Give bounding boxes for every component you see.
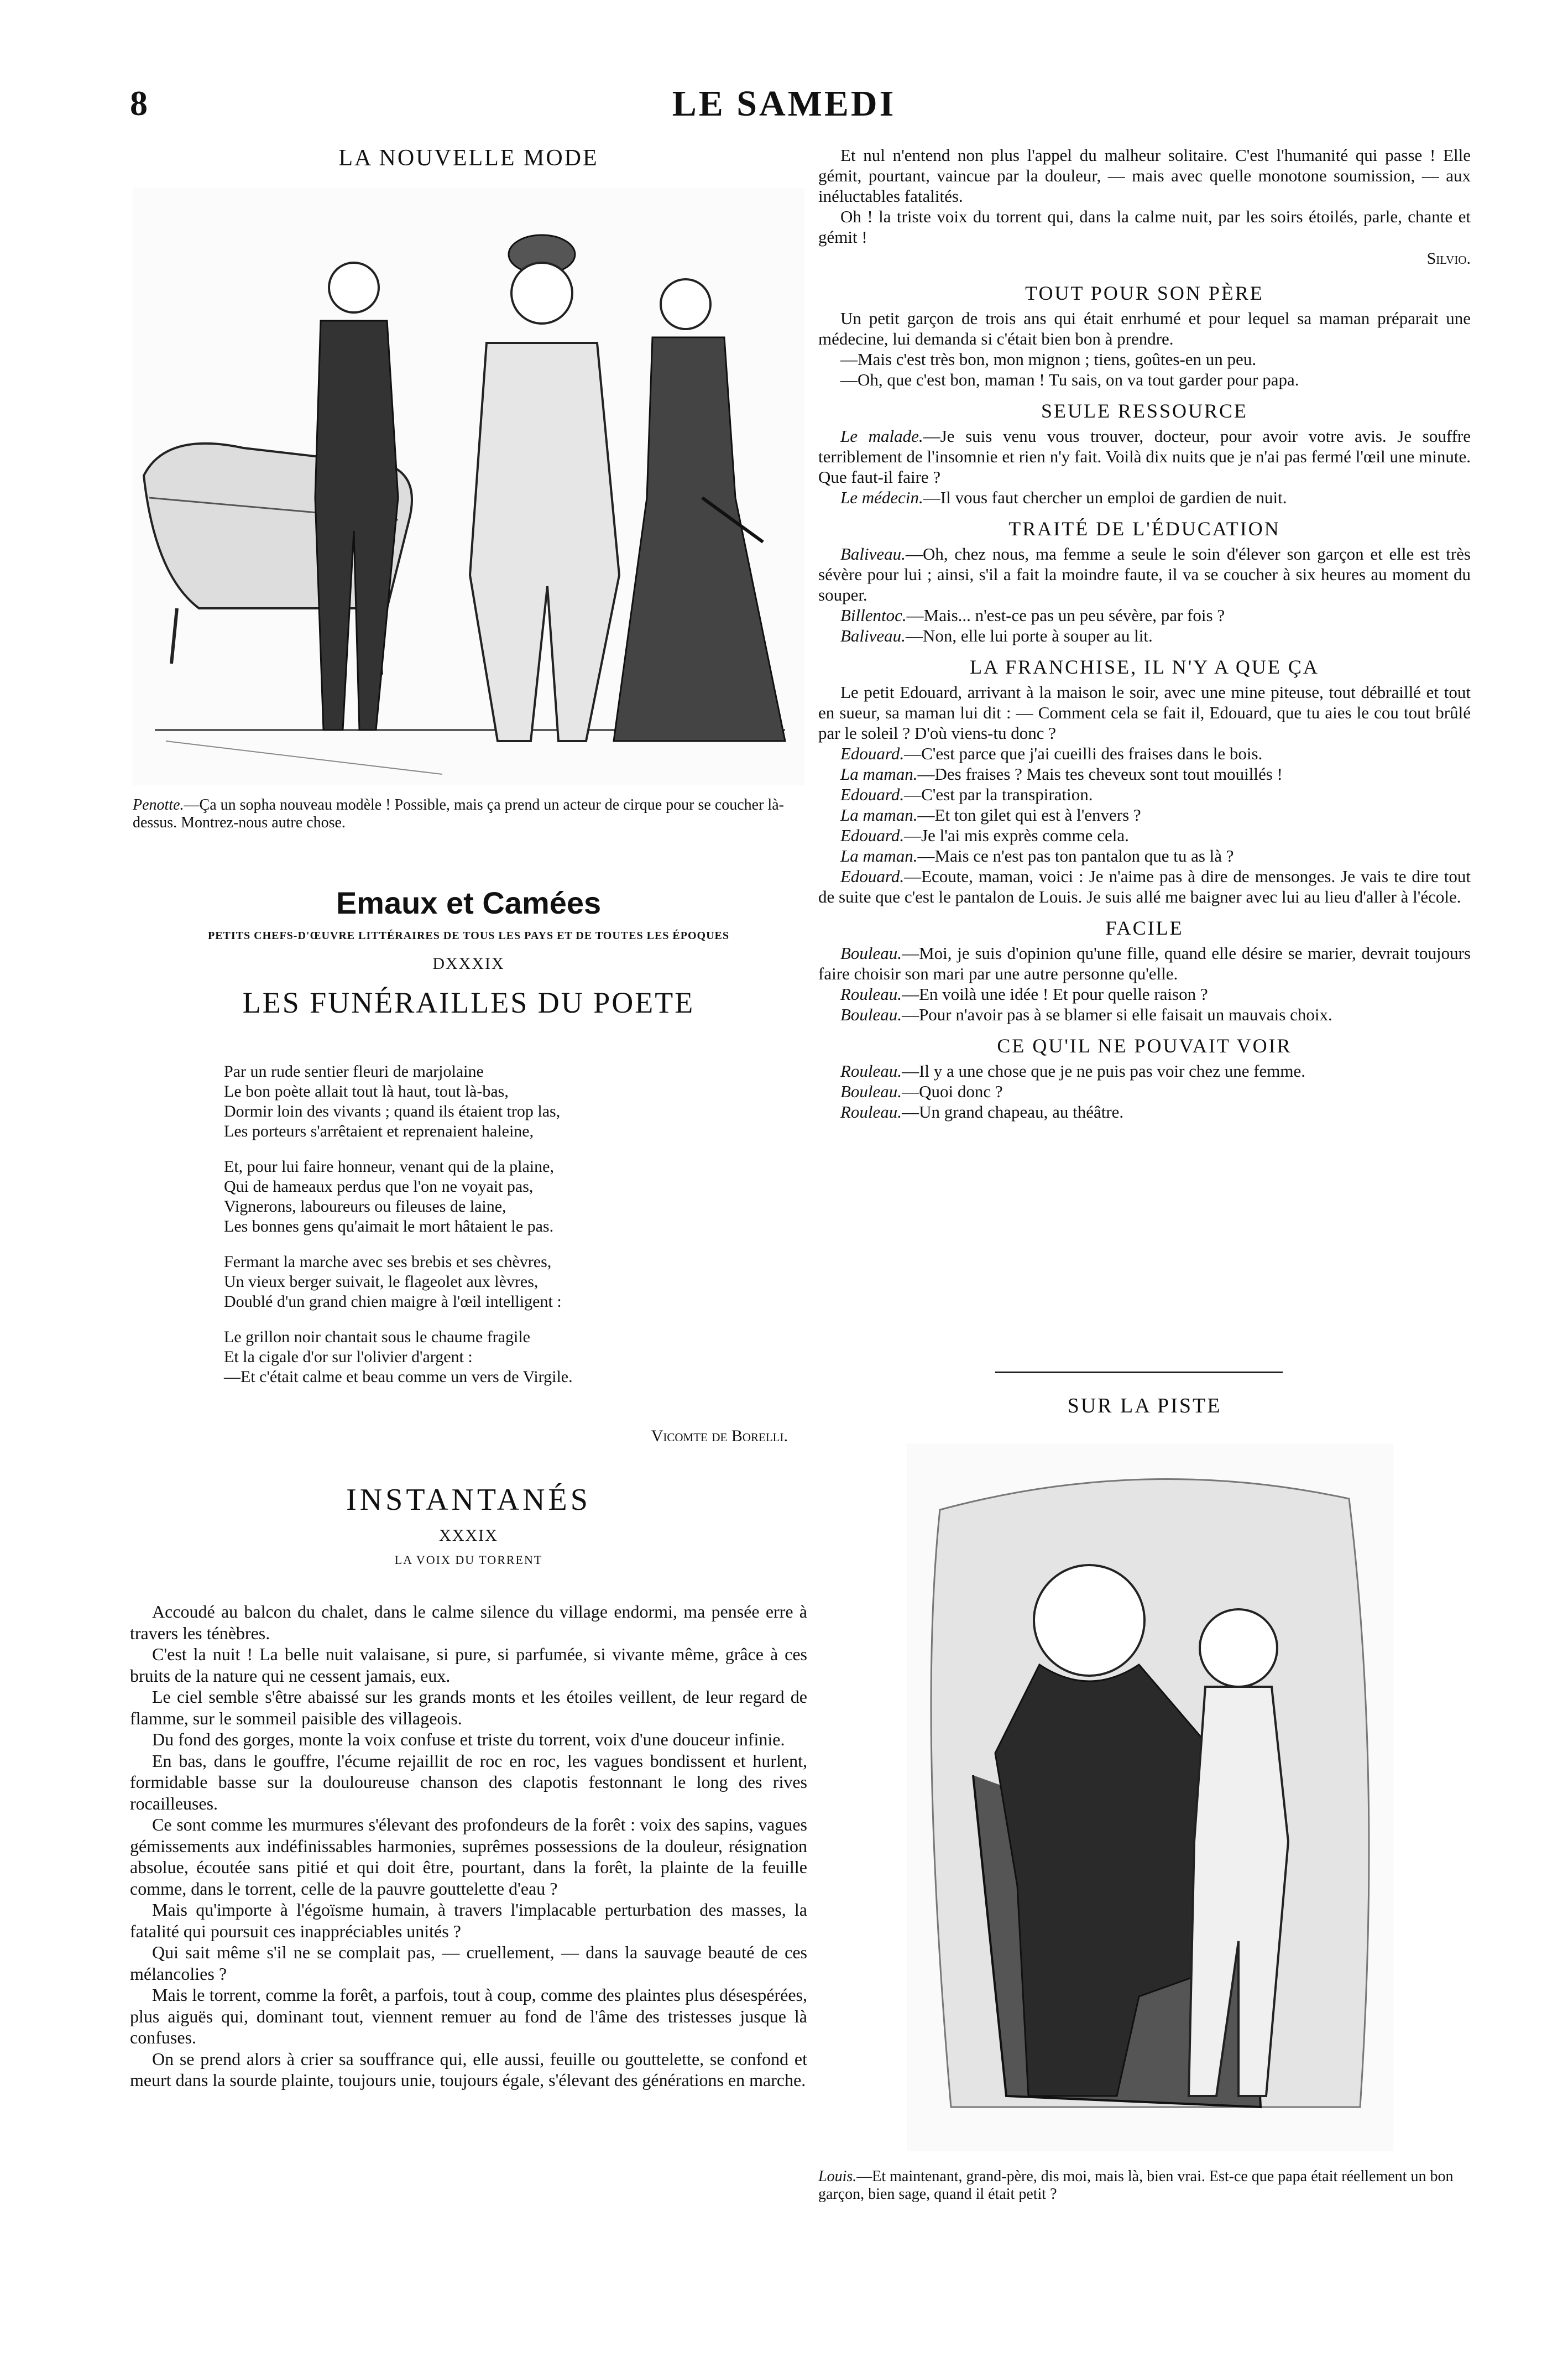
paragraph: En bas, dans le gouffre, l'écume rejaillit de roc en roc, les vagues bondissent et hurlent, formidable basse sur la douloureuse chanson des clapotis festonnant le long des rives rocailleuses.: [130, 1750, 807, 1813]
speaker: Rouleau.: [840, 984, 902, 1004]
dialogue-line: [818, 866, 1471, 907]
speaker: Billentoc.: [840, 606, 907, 625]
paragraph: C'est la nuit ! La belle nuit valaisane, si pure, si parfumée, si vivante même, grâce à ces bruits de la nature qui ne cessent jamais, eux.: [130, 1644, 807, 1686]
dialogue-line: [818, 805, 1471, 825]
speaker: Le malade.: [840, 426, 923, 446]
paragraph: Du fond des gorges, monte la voix confuse et triste du torrent, voix d'une douceur infinie.: [152, 1729, 785, 1749]
poem-line: Par un rude sentier fleuri de marjolaine: [224, 1062, 484, 1081]
dialogue-line: [818, 825, 1471, 846]
nouvelle-mode-illustration: [133, 188, 804, 785]
poem-signature: Vicomte de Borelli.: [651, 1427, 788, 1445]
instantanes-header: [130, 1482, 807, 1567]
paragraph: Mais qu'importe à l'égoïsme humain, à travers l'implacable perturbation des masses, la fatalité qui poursuit ces inappréciables unités ?: [130, 1900, 807, 1941]
dialogue-line: [818, 743, 1471, 764]
stanza: [224, 1062, 807, 1141]
instantanes-body: [130, 1601, 807, 2091]
dialogue-line: [818, 1102, 1471, 1122]
emaux-number: DXXXIX: [432, 955, 505, 973]
paragraph: Oh ! la triste voix du torrent qui, dans la calme nuit, par les soirs étoilés, parle, chante et gémit !: [818, 207, 1471, 247]
poem-line: Les porteurs s'arrêtaient et reprenaient haleine,: [224, 1122, 534, 1140]
seule-ressource-title: SEULE RESSOURCE: [1041, 400, 1248, 422]
dialogue-line: [818, 1081, 1471, 1102]
traite-education-title: TRAITÉ DE L'ÉDUCATION: [1008, 518, 1280, 540]
speech: —Moi, je suis d'opinion qu'une fille, quand elle désire se marier, devrait toujours faire choisir son mari par une autre personne qu'elle.: [818, 943, 1471, 983]
instantanes-signature: Silvio.: [1426, 249, 1471, 268]
speaker: La maman.: [840, 846, 918, 865]
poem-title: LES FUNÉRAILLES DU POETE: [242, 986, 695, 1019]
paragraph: Le ciel semble s'être abaissé sur les grands monts et les étoiles veillent, de leur regard de flamme, sur le sommeil paisible des villageois.: [130, 1687, 807, 1728]
dialogue-line: [818, 784, 1471, 805]
dialogue-line: [818, 544, 1471, 605]
emaux-subtitle: PETITS CHEFS-D'ŒUVRE LITTÉRAIRES DE TOUS LES PAYS ET DE TOUTES LES ÉPOQUES: [207, 930, 729, 942]
speech: —Mais... n'est-ce pas un peu sévère, par fois ?: [906, 606, 1225, 625]
speech: —Pour n'avoir pas à se blamer si elle faisait un mauvais choix.: [902, 1005, 1332, 1024]
speaker: La maman.: [840, 805, 918, 825]
speaker: Bouleau.: [840, 943, 902, 963]
sur-la-piste-illustration: [907, 1443, 1393, 2151]
speech: —Il vous faut chercher un emploi de gardien de nuit.: [923, 488, 1287, 507]
speech: —Et ton gilet qui est à l'envers ?: [917, 805, 1141, 825]
caption-text: —Ça un sopha nouveau modèle ! Possible, mais ça prend un acteur de cirque pour se coucher là-dessus. Montrez-nous autre chose.: [133, 796, 784, 831]
speaker: Rouleau.: [840, 1102, 902, 1122]
stanza: [224, 1157, 807, 1237]
speech: —Des fraises ? Mais tes cheveux sont tout mouillés !: [917, 764, 1283, 784]
speech: —Mais ce n'est pas ton pantalon que tu as là ?: [917, 846, 1234, 865]
paragraph: Un petit garçon de trois ans qui était enrhumé et pour lequel sa maman préparait une médecine, lui demanda si c'était bien bon à prendre.: [818, 309, 1471, 348]
speaker: Edouard.: [840, 826, 905, 845]
speech: —En voilà une idée ! Et pour quelle raison ?: [902, 984, 1208, 1004]
speaker: Bouleau.: [840, 1082, 902, 1101]
speaker: La maman.: [840, 764, 918, 784]
nouvelle-mode-section: [130, 145, 807, 171]
speaker: Le médecin.: [840, 488, 923, 507]
poem-line: Doublé d'un grand chien maigre à l'œil intelligent :: [224, 1292, 562, 1311]
page-number: 8: [130, 84, 148, 123]
speech: —Oh, chez nous, ma femme a seule le soin d'élever son garçon et elle est très sévère pour lui ; ainsi, s'il a fait la moindre faute, il va se coucher à six heures au moment du souper.: [818, 544, 1471, 604]
emaux-section: [130, 885, 807, 1020]
poem-line: Et la cigale d'or sur l'olivier d'argent :: [224, 1348, 473, 1366]
speaker: Edouard.: [840, 744, 905, 763]
speaker: Edouard.: [840, 785, 905, 804]
speaker: Edouard.: [840, 867, 905, 886]
section-divider: [995, 1372, 1283, 1373]
dialogue-line: [818, 1061, 1471, 1081]
poem-line: Un vieux berger suivait, le flageolet aux lèvres,: [224, 1273, 539, 1291]
speech: —Je l'ai mis exprès comme cela.: [904, 826, 1129, 845]
speech: —Ecoute, maman, voici : Je n'aime pas à dire de mensonges. Je vais te dire tout de suite que c'est le pantalon de Louis. Je suis allé me baigner avec lui au lieu d'aller à l'école.: [818, 867, 1471, 906]
speaker: Baliveau.: [840, 626, 906, 645]
paragraph: Accoudé au balcon du chalet, dans le calme silence du village endormi, ma pensée erre à travers les ténèbres.: [130, 1602, 807, 1643]
caption-text: —Et maintenant, grand-père, dis moi, mais là, bien vrai. Est-ce que papa était réellement un bon garçon, bien sage, quand il était petit ?: [818, 2168, 1454, 2203]
newspaper-title: LE SAMEDI: [672, 84, 896, 124]
instantanes-number: XXXIX: [439, 1526, 498, 1545]
dialogue-line: [818, 487, 1471, 508]
poem-line: Et, pour lui faire honneur, venant qui de la plaine,: [224, 1157, 554, 1176]
speech: —C'est parce que j'ai cueilli des fraises dans le bois.: [904, 744, 1263, 763]
instantanes-subtitle: LA VOIX DU TORRENT: [394, 1553, 543, 1567]
speech: —C'est par la transpiration.: [904, 785, 1093, 804]
paragraph: Qui sait même s'il ne se complait pas, — cruellement, — dans la sauvage beauté de ces mélancolies ?: [130, 1942, 807, 1984]
poem-line: Le grillon noir chantait sous le chaume fragile: [224, 1328, 530, 1346]
paragraph: Le petit Edouard, arrivant à la maison le soir, avec une mine piteuse, tout débraillé et tout en sueur, sa maman lui dit : — Comment cela se fait il, Edouard, que tu aies le cou tout brûlé par le soleil ? D'où viens-tu donc ?: [818, 682, 1471, 743]
stanza: [224, 1252, 807, 1312]
stanza: [224, 1327, 807, 1387]
dialogue-line: [818, 1004, 1471, 1025]
facile-title: FACILE: [1105, 917, 1184, 939]
dialogue-line: [818, 943, 1471, 984]
poem-line: Dormir loin des vivants ; quand ils étaient trop las,: [224, 1102, 561, 1120]
paragraph: —Mais c'est très bon, mon mignon ; tiens, goûtes-en un peu.: [840, 350, 1257, 369]
speech: —Un grand chapeau, au théâtre.: [902, 1102, 1124, 1122]
dialogue-line: [818, 426, 1471, 487]
paragraph: Et nul n'entend non plus l'appel du malheur solitaire. C'est l'humanité qui passe ! Elle gémit, pourtant, vaincue par la douleur, — mais avec quelle monotone soumission, — aux inéluctables fatalités.: [818, 145, 1471, 206]
paragraph: Ce sont comme les murmures s'élevant des profondeurs de la forêt : voix des sapins, vagues gémissements aux indéfinissables harmonies, suprêmes possessions de la douleur, résignation absolue, écoutée sans pitié et qui doit être, pourtant, dans la forêt, la plainte de la feuille comme, dans le torrent, celle de la pauvre gouttelette d'eau ?: [130, 1814, 807, 1899]
speaker: Rouleau.: [840, 1061, 902, 1081]
caption-speaker: Penotte.: [133, 796, 184, 814]
poem-line: Fermant la marche avec ses brebis et ses chèvres,: [224, 1253, 552, 1271]
speaker: Baliveau.: [840, 544, 906, 564]
paragraph: —Oh, que c'est bon, maman ! Tu sais, on va tout garder pour papa.: [840, 370, 1299, 389]
emaux-title: Emaux et Camées: [336, 885, 602, 920]
speech: —Il y a une chose que je ne puis pas voir chez une femme.: [902, 1061, 1306, 1081]
poem-line: Vignerons, laboureurs ou fileuses de laine,: [224, 1197, 506, 1216]
poem-line: Qui de hameaux perdus que l'on ne voyait pas,: [224, 1177, 534, 1196]
right-column-text: [818, 145, 1471, 1122]
speech: —Quoi donc ?: [902, 1082, 1003, 1101]
paragraph: Mais le torrent, comme la forêt, a parfois, tout à coup, comme des plaintes plus désespérées, plus aiguës qui, dominant tout, viennent remuer au fond de l'âme des tristesses jusque là confuses.: [130, 1985, 807, 2047]
tout-pour-son-pere-title: TOUT POUR SON PÈRE: [1025, 282, 1264, 304]
sur-la-piste-title: SUR LA PISTE: [1067, 1394, 1222, 1417]
franchise-title: LA FRANCHISE, IL N'Y A QUE ÇA: [970, 656, 1319, 678]
dialogue-line: [818, 605, 1471, 625]
dialogue-line: [818, 984, 1471, 1004]
poem: [130, 1062, 807, 1402]
poem-line: Les bonnes gens qu'aimait le mort hâtaient le pas.: [224, 1217, 554, 1235]
poem-line: Le bon poète allait tout là haut, tout là-bas,: [224, 1082, 509, 1101]
caption-speaker: Louis.: [818, 2168, 857, 2185]
nouvelle-mode-title: LA NOUVELLE MODE: [338, 145, 599, 171]
instantanes-title: INSTANTANÉS: [346, 1483, 591, 1517]
speech: —Non, elle lui porte à souper au lit.: [905, 626, 1153, 645]
sur-la-piste-caption: [818, 2168, 1471, 2203]
speech: —Je suis venu vous trouver, docteur, pour avoir votre avis. Je souffre terriblement de l'insomnie et rien n'y fait. Voilà dix nuits que je n'ai pas fermé l'œil une minute. Que faut-il faire ?: [818, 426, 1471, 487]
ne-pouvait-voir-title: CE QU'IL NE POUVAIT VOIR: [997, 1035, 1292, 1057]
dialogue-line: [818, 625, 1471, 646]
speaker: Bouleau.: [840, 1005, 902, 1024]
poem-line: —Et c'était calme et beau comme un vers de Virgile.: [224, 1368, 573, 1386]
dialogue-line: [818, 846, 1471, 866]
paragraph: On se prend alors à crier sa souffrance qui, elle aussi, feuille ou gouttelette, se confond et meurt dans la sourde plainte, toujours unie, toujours égale, s'élevant des générations en marche.: [130, 2048, 807, 2090]
nouvelle-mode-caption: [133, 796, 804, 832]
dialogue-line: [818, 764, 1471, 784]
